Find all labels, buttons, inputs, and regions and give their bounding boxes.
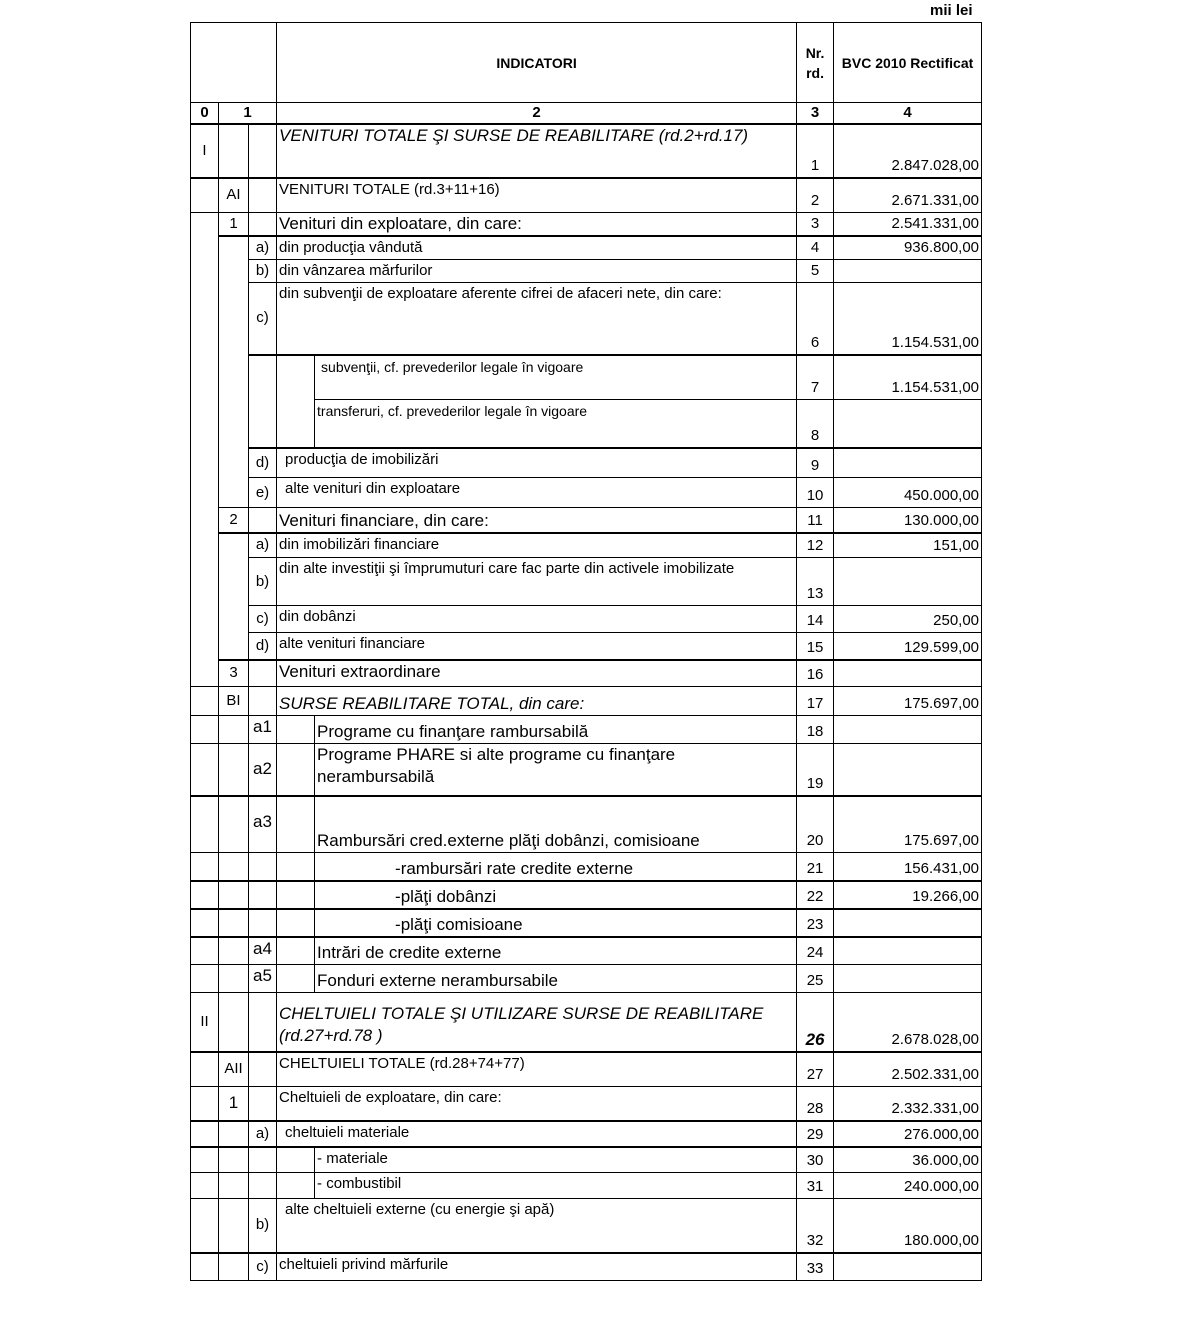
row-text: Fonduri externe nerambursabile [315, 965, 797, 993]
row-value: 129.599,00 [834, 633, 982, 660]
row-section [191, 478, 219, 508]
row-text: Venituri din exploatare, din care: [277, 212, 797, 236]
row-indent [277, 1173, 315, 1199]
row-nr: 3 [797, 212, 834, 236]
row-section [191, 1253, 219, 1281]
row-nr: 9 [797, 448, 834, 478]
row-nr: 26 [797, 993, 834, 1052]
row-section [191, 1087, 219, 1121]
row-value: 180.000,00 [834, 1199, 982, 1253]
row-section [191, 1199, 219, 1253]
row-letter: b) [249, 260, 277, 283]
row-text: transferuri, cf. prevederilor legale în vigoare [315, 400, 797, 448]
row-text: VENITURI TOTALE ŞI SURSE DE REABILITARE (rd.2+rd.17) [277, 124, 797, 178]
row-section [191, 1147, 219, 1173]
row-section [191, 633, 219, 660]
row-nr: 31 [797, 1173, 834, 1199]
row-text: Intrări de credite externe [315, 937, 797, 965]
row-letter [249, 660, 277, 687]
table-row [191, 993, 982, 1052]
row-indent [277, 853, 315, 881]
row-value [834, 909, 982, 937]
row-text: producţia de imobilizări [277, 448, 797, 478]
table-row [191, 260, 982, 283]
row-letter: c) [249, 606, 277, 633]
row-nr: 1 [797, 124, 834, 178]
row-value: 450.000,00 [834, 478, 982, 508]
row-group [219, 909, 249, 937]
row-text: cheltuieli privind mărfurile [277, 1253, 797, 1281]
col-num-2: 2 [277, 103, 797, 125]
row-text: -rambursări rate credite externe [315, 853, 797, 881]
row-group [219, 558, 249, 606]
table-row [191, 853, 982, 881]
row-group: AI [219, 178, 249, 212]
row-nr: 12 [797, 533, 834, 558]
row-indent [277, 1147, 315, 1173]
row-section [191, 965, 219, 993]
row-indent [277, 744, 315, 796]
row-value [834, 716, 982, 744]
row-section [191, 558, 219, 606]
row-section [191, 260, 219, 283]
row-value: 936.800,00 [834, 236, 982, 260]
row-letter: d) [249, 633, 277, 660]
row-group [219, 796, 249, 853]
row-letter: a4 [249, 937, 277, 965]
row-text: -plăţi comisioane [315, 909, 797, 937]
row-text: - materiale [315, 1147, 797, 1173]
row-value [834, 744, 982, 796]
row-section [191, 1173, 219, 1199]
row-text: Venituri financiare, din care: [277, 508, 797, 533]
table-row [191, 124, 982, 178]
row-value [834, 937, 982, 965]
row-letter: a) [249, 533, 277, 558]
table-row [191, 937, 982, 965]
row-letter [249, 355, 277, 400]
row-value [834, 1253, 982, 1281]
row-letter [249, 508, 277, 533]
row-section: I [191, 124, 219, 178]
row-letter: c) [249, 1253, 277, 1281]
row-group: 1 [219, 212, 249, 236]
row-section [191, 400, 219, 448]
row-group [219, 1199, 249, 1253]
row-indent [277, 796, 315, 853]
row-text: Programe PHARE si alte programe cu finanţare nerambursabilă [315, 744, 797, 796]
row-letter [249, 1087, 277, 1121]
row-text: alte cheltuieli externe (cu energie şi apă) [277, 1199, 797, 1253]
table-row [191, 909, 982, 937]
row-group [219, 260, 249, 283]
row-indent [277, 355, 315, 400]
row-section [191, 796, 219, 853]
row-nr: 4 [797, 236, 834, 260]
row-letter [249, 212, 277, 236]
row-indent [277, 400, 315, 448]
row-group [219, 400, 249, 448]
row-letter [249, 993, 277, 1052]
row-group [219, 633, 249, 660]
row-nr: 7 [797, 355, 834, 400]
row-value: 175.697,00 [834, 687, 982, 716]
row-letter [249, 178, 277, 212]
row-value: 240.000,00 [834, 1173, 982, 1199]
row-letter: a3 [249, 796, 277, 853]
row-nr: 11 [797, 508, 834, 533]
row-text: alte venituri din exploatare [277, 478, 797, 508]
header-row [191, 23, 982, 103]
row-value [834, 400, 982, 448]
row-nr: 33 [797, 1253, 834, 1281]
row-text: SURSE REABILITARE TOTAL, din care: [277, 687, 797, 716]
row-text: din vânzarea mărfurilor [277, 260, 797, 283]
col-num-0: 0 [191, 103, 219, 125]
row-section [191, 687, 219, 716]
row-nr: 24 [797, 937, 834, 965]
row-indent [277, 881, 315, 909]
row-section [191, 606, 219, 633]
row-section [191, 660, 219, 687]
table-row [191, 558, 982, 606]
row-value: 2.502.331,00 [834, 1052, 982, 1087]
row-text: din imobilizări financiare [277, 533, 797, 558]
table-row [191, 660, 982, 687]
row-value: 1.154.531,00 [834, 355, 982, 400]
row-nr: 16 [797, 660, 834, 687]
row-group [219, 744, 249, 796]
header-blank [191, 23, 277, 103]
table-row [191, 1253, 982, 1281]
row-section [191, 355, 219, 400]
row-nr: 29 [797, 1121, 834, 1147]
row-value: 276.000,00 [834, 1121, 982, 1147]
table-row [191, 448, 982, 478]
table-row [191, 400, 982, 448]
row-group [219, 124, 249, 178]
row-letter [249, 400, 277, 448]
table-row [191, 508, 982, 533]
row-value: 2.541.331,00 [834, 212, 982, 236]
row-value: 1.154.531,00 [834, 283, 982, 355]
row-text: Cheltuieli de exploatare, din care: [277, 1087, 797, 1121]
row-text: din subvenţii de exploatare aferente cifrei de afaceri nete, din care: [277, 283, 797, 355]
row-section [191, 853, 219, 881]
row-nr: 32 [797, 1199, 834, 1253]
row-section [191, 448, 219, 478]
row-letter [249, 1052, 277, 1087]
table-row [191, 212, 982, 236]
row-section [191, 178, 219, 212]
row-group [219, 478, 249, 508]
row-group [219, 1173, 249, 1199]
row-section [191, 1052, 219, 1087]
row-text: cheltuieli materiale [277, 1121, 797, 1147]
row-text: din dobânzi [277, 606, 797, 633]
row-section: II [191, 993, 219, 1052]
row-nr: 20 [797, 796, 834, 853]
row-letter: e) [249, 478, 277, 508]
row-section [191, 1121, 219, 1147]
row-section [191, 716, 219, 744]
row-section [191, 937, 219, 965]
row-letter: a5 [249, 965, 277, 993]
table-row [191, 744, 982, 796]
row-nr: 2 [797, 178, 834, 212]
row-text: din producţia vândută [277, 236, 797, 260]
row-value: 2.332.331,00 [834, 1087, 982, 1121]
row-value [834, 660, 982, 687]
row-group [219, 937, 249, 965]
row-group [219, 1147, 249, 1173]
row-group [219, 1121, 249, 1147]
row-section [191, 881, 219, 909]
row-text: din alte investiţii şi împrumuturi care fac parte din activele imobilizate [277, 558, 797, 606]
row-value: 175.697,00 [834, 796, 982, 853]
row-group: BI [219, 687, 249, 716]
row-section [191, 283, 219, 355]
row-text: alte venituri financiare [277, 633, 797, 660]
row-value [834, 448, 982, 478]
row-letter [249, 1147, 277, 1173]
table-row [191, 881, 982, 909]
row-group [219, 881, 249, 909]
row-nr: 17 [797, 687, 834, 716]
row-section [191, 212, 219, 236]
table-row [191, 606, 982, 633]
row-nr: 14 [797, 606, 834, 633]
row-letter: b) [249, 558, 277, 606]
row-text: CHELTUIELI TOTALE ŞI UTILIZARE SURSE DE REABILITARE (rd.27+rd.78 ) [277, 993, 797, 1052]
table-row [191, 965, 982, 993]
table-row [191, 633, 982, 660]
row-nr: 15 [797, 633, 834, 660]
row-value: 36.000,00 [834, 1147, 982, 1173]
row-nr: 13 [797, 558, 834, 606]
row-letter [249, 881, 277, 909]
row-value [834, 965, 982, 993]
column-number-row [191, 103, 982, 125]
row-group: AII [219, 1052, 249, 1087]
row-nr: 6 [797, 283, 834, 355]
row-letter [249, 1173, 277, 1199]
row-letter [249, 909, 277, 937]
row-value: 156.431,00 [834, 853, 982, 881]
header-bvc: BVC 2010 Rectificat [834, 23, 982, 103]
col-num-3: 3 [797, 103, 834, 125]
row-indent [277, 716, 315, 744]
row-group [219, 448, 249, 478]
row-value: 2.671.331,00 [834, 178, 982, 212]
row-letter: d) [249, 448, 277, 478]
row-group [219, 1253, 249, 1281]
row-text: - combustibil [315, 1173, 797, 1199]
row-letter [249, 687, 277, 716]
table-row [191, 796, 982, 853]
header-nr-rd: Nr. rd. [797, 23, 834, 103]
row-text: -plăţi dobânzi [315, 881, 797, 909]
row-value: 2.678.028,00 [834, 993, 982, 1052]
row-group [219, 965, 249, 993]
table-row [191, 1052, 982, 1087]
row-group [219, 533, 249, 558]
budget-table [190, 22, 982, 1281]
row-value: 130.000,00 [834, 508, 982, 533]
row-text: Venituri extraordinare [277, 660, 797, 687]
row-letter: a) [249, 236, 277, 260]
row-value: 19.266,00 [834, 881, 982, 909]
row-section [191, 533, 219, 558]
row-nr: 30 [797, 1147, 834, 1173]
row-text: Rambursări cred.externe plăţi dobânzi, comisioane [315, 796, 797, 853]
table-row [191, 478, 982, 508]
row-group [219, 283, 249, 355]
col-num-1: 1 [219, 103, 277, 125]
row-nr: 19 [797, 744, 834, 796]
table-row [191, 355, 982, 400]
row-text: CHELTUIELI TOTALE (rd.28+74+77) [277, 1052, 797, 1087]
row-nr: 18 [797, 716, 834, 744]
row-group [219, 993, 249, 1052]
row-value [834, 558, 982, 606]
row-nr: 23 [797, 909, 834, 937]
table-row [191, 1199, 982, 1253]
row-letter [249, 124, 277, 178]
row-section [191, 909, 219, 937]
row-group: 1 [219, 1087, 249, 1121]
col-num-4: 4 [834, 103, 982, 125]
row-group [219, 716, 249, 744]
row-text: VENITURI TOTALE (rd.3+11+16) [277, 178, 797, 212]
table-row [191, 687, 982, 716]
row-letter: a2 [249, 744, 277, 796]
row-group [219, 236, 249, 260]
row-nr: 28 [797, 1087, 834, 1121]
table-row [191, 283, 982, 355]
row-letter: c) [249, 283, 277, 355]
row-nr: 22 [797, 881, 834, 909]
row-indent [277, 965, 315, 993]
row-nr: 8 [797, 400, 834, 448]
row-group [219, 355, 249, 400]
row-section [191, 744, 219, 796]
table-row [191, 716, 982, 744]
row-value: 151,00 [834, 533, 982, 558]
row-text: subvenţii, cf. prevederilor legale în vigoare [315, 355, 797, 400]
table-row [191, 1173, 982, 1199]
row-letter: b) [249, 1199, 277, 1253]
row-indent [277, 937, 315, 965]
table-row [191, 178, 982, 212]
row-text: Programe cu finanţare rambursabilă [315, 716, 797, 744]
table-row [191, 236, 982, 260]
row-section [191, 508, 219, 533]
row-letter: a) [249, 1121, 277, 1147]
row-nr: 27 [797, 1052, 834, 1087]
table-row [191, 1087, 982, 1121]
unit-label: mii lei [930, 2, 973, 19]
row-group [219, 853, 249, 881]
row-value: 250,00 [834, 606, 982, 633]
row-letter: a1 [249, 716, 277, 744]
row-group [219, 606, 249, 633]
row-value [834, 260, 982, 283]
row-section [191, 236, 219, 260]
table-row [191, 1147, 982, 1173]
table-row [191, 1121, 982, 1147]
row-letter [249, 853, 277, 881]
row-indent [277, 909, 315, 937]
row-value: 2.847.028,00 [834, 124, 982, 178]
row-nr: 5 [797, 260, 834, 283]
row-nr: 10 [797, 478, 834, 508]
row-nr: 21 [797, 853, 834, 881]
row-group: 2 [219, 508, 249, 533]
row-nr: 25 [797, 965, 834, 993]
table-row [191, 533, 982, 558]
row-group: 3 [219, 660, 249, 687]
header-indicatori: INDICATORI [277, 23, 797, 103]
